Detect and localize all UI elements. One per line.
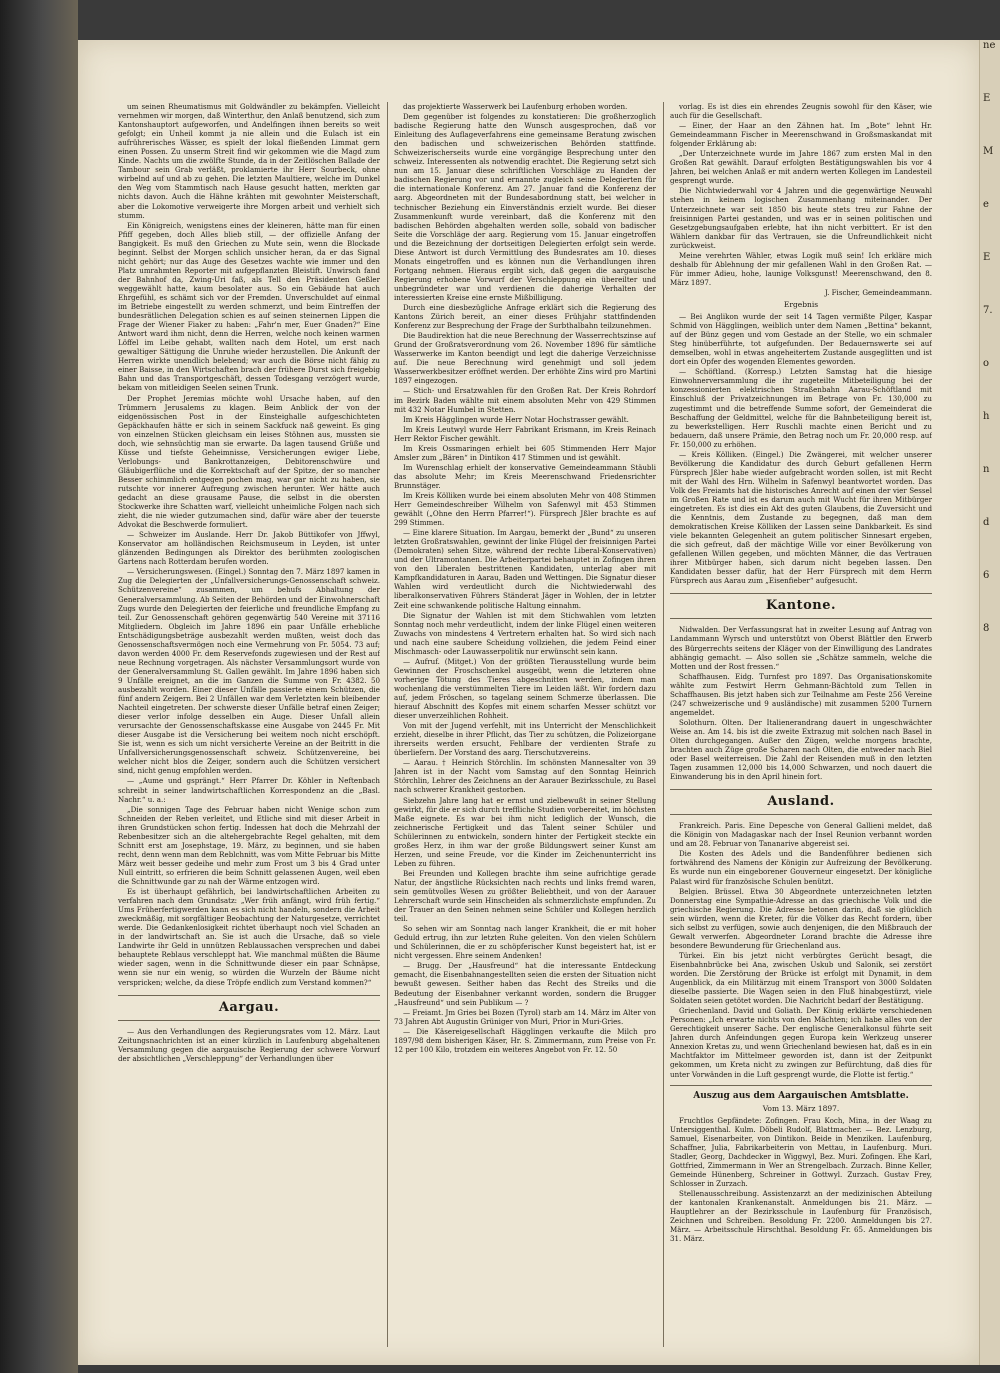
section-heading-ausland: Ausland.	[670, 789, 932, 815]
paragraph: Fruchtlos Gepfändete: Zofingen. Frau Koch, Mina, in der Waag zu Untersiggenthal. Kulm. Döbeli Rudolf, Blattmacher. — Bez. Lenzburg, Samuel, Eisenarbeiter, von Dintikon. Beide in Menziken. Laufenburg, Schaffner, Julia, Fabrikarbeiterin von Mettau, in Laufenburg. Muri. Stadler, Georg, Dachdecker in Wiggwyl, Bez. Muri. Zofingen. Ehe Karl, Gottfried, Zimmermann in Wer an Strengelbach. Zurzach. Binne Keller, Gemeinde Hünenberg, Schreiner in Gottwyl. Zurzach. Gustav Frey, Schlosser in Zurzach.	[670, 1115, 932, 1188]
paragraph: — Bei Anglikon wurde der seit 14 Tagen vermißte Pilger, Kaspar Schmid von Hägglingen, weiblich unter dem Namen „Bettina“ bekannt, auf der Bünz gegen und vom Gestade an der Stelle, wo ein schmaler Steg hinüberführte, tot aufgefunden. Der Bedauernswerte sei auf demselben, wohl in etwas angeheitertem Zustande ausgeglitten und ist dort ein Opfer des wogenden Elementes geworden.	[670, 312, 932, 367]
edge-mark: ne	[983, 40, 996, 51]
book-binding	[0, 0, 78, 1373]
paragraph: Stellenausschreibung. Assistenzarzt an der medizinischen Abteilung der kantonalen Krankenanstalt. Anmeldungen bis 21. März. — Hauptlehrer an der Bezirksschule in Laufenburg für Französisch, Zeichnen und Schreiben. Besoldung Fr. 2200. Anmeldungen bis 27. März. — Arbeitsschule Hirschthal. Besoldung Fr. 65. Anmeldungen bis 31. März.	[670, 1188, 932, 1244]
paragraph: Solothurn. Olten. Der Italienerandrang dauert in ungeschwächter Weise an. Am 14. bis ist die zweite Extrazug mit solchen nach Basel in Olten durchgegangen. Außer den Zügen, welche morgens brachte, brachten auch Züge große Scharen nach Olten, die entweder nach Biel oder Basel weiterreisen. Die Zahl der Reisenden muß in den letzten Tagen zusammen 12,000 bis 14,000 Schwarzen, und noch dauert die Einwanderung bis in den April hinein fort.	[670, 717, 932, 782]
paragraph: Es ist überhaupt gefährlich, bei landwirtschaftlichen Arbeiten zu verfahren nach dem Grundsatz: „Wer früh anfängt, wird früh fertig.“ Ums Früherfertigwerden kann es sich nicht handeln, sondern die Arbeit zweckmäßig, mit sorgfältiger Beobachtung der Naturgesetze, verrichtet werde. Die Gedankenlosigkeit richtet überhaupt noch viel Schaden an in der landwirtschaft an. Sie ist auch die Ursache, daß so viele Landwirte ihr Geld in unnützen Reblaussachen versprechen und dabei behauptete Reblaus verschleppt hat. Wie manchmal müßten die Bäume wieder sagen, wenn in die Schnittwunde dieser ein paar Schnäpse, wenn sie nur ein wenig, so würden die Wurzeln der Bäume nicht verspricken; welche, da diese Tröpfe endlich zum Verstand kommen?“	[118, 887, 380, 987]
paragraph: — „Aume und gsprängt.“ Herr Pfarrer Dr. Köhler in Neftenbach schreibt in seiner landwirtschaftlichen Korrespondenz an die „Basl. Nachr.“ u. a.:	[118, 776, 380, 804]
paragraph: Griechenland. David und Goliath. Der König erklärte verschiedenen Personen: „Ich erwarte nichts von den Mächten; ich habe alles von der Gerechtigkeit unserer Sache. Der englische Generalkonsul führte seit Jahren durch Anfeindungen gegen Europa kein Werkzeug unserer Annexion Kretas zu, und wenn Griechenland bewiesen hat, daß es in ein Machtfaktor im Mittelmeer geworden ist, dann ist der Zeitpunkt gekommen, um Kreta nicht zu zwingen zur Befürchtung, daß dies für unter Vorwänden in die Luft gesprengt wurde, die Flotte ist fertig.“	[670, 1006, 932, 1079]
paragraph: — Aufruf. (Mitget.) Von der größten Tierausstellung wurde beim Gewinnen der Froschschenkel ausgeübt, wenn die letzteren ohne vorherige Tötung des Tieres abgeschnitten werden, indem man wochenlang die verstümmelten Tiere im Leiden läßt. Wir fordern dazu auf, jedem Fröschen, so tagelang seinem Schmerze überlassen. Die hierauf Abschnitt des Kopfes mit einem scharfen Messer schützt vor dieser unverzeihlichen Rohheit.	[394, 656, 656, 721]
paragraph: Bei Freunden und Kollegen brachte ihm seine aufrichtige gerade Natur, der ängstliche Rücksichten nach rechts und links fremd waren, sein gemütvolles Wesen zu größter Beliebtheit, und von der Aarauer Lehrerschaft wurde sein Hinscheiden als schmerzlichste empfunden. Zu der Trauer an den Seinen nehmen seine Schüler und Kollegen herzlich teil.	[394, 868, 656, 924]
column-2	[394, 102, 656, 1342]
paragraph: „Der Unterzeichnete wurde im Jahre 1867 zum ersten Mal in den Großen Rat gewählt. Darauf erfolgten Bestätigungswahlen bis vor 4 Jahren, bei welchen Anlaß er mit andern werten Kollegen im Landesteil gesprengt wurde.	[670, 149, 932, 186]
paragraph: — Schweizer im Auslande. Herr Dr. Jakob Büttikofer von Jffwyl, Konservator am holländischen Reichsmuseum in Leyden, ist unter glänzenden Bedingungen als Direktor des berühmten zoologischen Gartens nach Rotterdam berufen worden.	[118, 530, 380, 567]
paragraph: Der Prophet Jeremias möchte wohl Ursache haben, auf den Trümmern Jerusalems zu klagen. Beim Anblick der von der eidgenössischen Post in der Einsteighalle aufgeschichteten Gepäckhaufen hätte er sich in seinem Sackfuck naß geweint. Es ging von einzelnen Stücken gleichsam ein leises Stöhnen aus, mussten sie doch, wie sehnsüchtig man sie erwarte. Da lagen tausend Grüße und Küsse und tiefste Geheimnisse, Versicherungen ewiger Liebe, Verlobungs- und Bankrottanzeigen, Debitorenschwüre und Gläubigerflüche und die Korrektschaft auf der Spitze, der so mancher Besser schimmlich entgegen pochen mag, war gar nicht zu haben, sie rutschte vor innerer Aufregung zwischen herunter. Wer hätte auch gedacht an diese grausame Pause, die selbst in die obersten Stockwerke ihre Schatten warf, vielleicht unheimliche Folgen nach sich zieht, die nie wieder gutzumachen sind, dafür wäre aber der teuerste Advokat die Beschwerde formuliert.	[118, 393, 380, 530]
paragraph: — Versicherungswesen. (Eingel.) Sonntag den 7. März 1897 kamen in Zug die Delegierten der „Unfallversicherungs-Genossenschaft schweiz. Schützenvereine“ zusammen, um behufs Abhaltung der Generalversammlung. Ab Seiten der Behörden und der Einwohnerschaft Zugs wurde den Delegierten der feierliche und freundliche Empfang zu teil. Zur Genossenschaft gehören gegenwärtig 540 Vereine mit 37116 Mitgliedern. Obgleich im Jahre 1896 ein paar Unfälle erhebliche Entschädigungsbeträge ausbezahlt werden mußten, weist doch das Genossenschaftsvermögen noch eine Vermehrung von Fr. 5054. 73 auf; davon werden 4000 Fr. dem Reservefonds zugewiesen und der Rest auf neue Rechnung vorgetragen. Als nächster Versammlungsort wurde von der Generalversammlung St. Gallen gewählt. Im Jahre 1896 haben sich 9 Unfälle ereignet, an die im Ganzen die Summe von Fr. 4382. 50 ausbezahlt worden. Einer dieser Unfälle passierte einem Schützen, die fünf andern Zeigern. Bei 2 Unfällen war dem Verletzten kein bleibender Nachteil eingetreten. Der schwerste dieser Unfälle betraf einen Zeiger; dieser verlor infolge desselben ein Auge. Dieser Unfall allein verursachte der Genossenschaftskasse eine Ausgabe von 2445 Fr. Mit dieser Ausgabe ist die Versicherung bei weitem noch nicht erschöpft. Sie ist, wenn es sich um nicht versicherte Vereine an der Beitritt in die Unfallversicherungsgenossenschaft schweiz. Schützenvereine, bei welcher nicht blos die Zeiger, sondern auch die Schützen versichert sind, nicht genug empfohlen werden.	[118, 567, 380, 776]
amtsblatt-date: Vom 13. März 1897.	[762, 1103, 840, 1113]
paragraph: Belgien. Brüssel. Etwa 30 Abgeordnete unterzeichneten letzten Donnerstag eine Sympathie-Adresse an das griechische Volk und die griechische Regierung. Die Adresse betonen darin, daß sie glücklich sein würden, wenn die Kreter, für die Völker das Recht fordern, über sich selbst zu verfügen, sowie auch denjenigen, die den Mißbrauch der Gewalt verwerfen. Abgeordneter Lorand brachte die Adresse ihre besondere Bewunderung für Griechenland aus.	[670, 886, 932, 950]
edge-mark: n	[983, 464, 990, 475]
paragraph: — Stich- und Ersatzwahlen für den Großen Rat. Der Kreis Rohrdorf im Bezirk Baden wählte mit einem absoluten Mehr von 429 Stimmen mit 432 Notar Humbel in Stetten.	[394, 386, 656, 414]
edge-mark: E	[983, 252, 991, 263]
paragraph: um seinen Rheumatismus mit Goldwändler zu bekämpfen. Vielleicht vernehmen wir morgen, daß Winterthur, den Anlaß benutzend, sich zum Kantonshauptort aufgeworfen, und Andelfingen ihnen bereits so weit gefolgt; ein Unheil kommt ja nie allein und die Eulach ist ein aufrührerisches Wässer, es spielt der lokal fließenden Limmat gern einen Possen. Zu unserm Streit find wir gekommen wie die Magd zum Kinde. Nachts um die zwölfte Stunde, da in der Zeitlöschen Ballade der Tambour sein Grab verläßt, proklamierte ihr Herr Sourbeck, ohne wirbelnd auf und ab zu gehen. Die letzten Maultiere, welche im Dunkel den Weg vom Stammtisch nach Hause gesucht hatten, merkten gar nichts davon. Auch die Hähne krähten mit gewohnter Meisterschaft, aber die Lokomotive verweigerte ihre Morgen arbeit und verhielt sich stumm.	[118, 102, 380, 220]
edge-mark: 7.	[983, 305, 993, 316]
column-1	[118, 102, 380, 1342]
paragraph: — Die Käsereigesellschaft Hägglingen verkaufte die Milch pro 1897/98 dem bisherigen Käser, Hr. S. Zimmermann, zum Preise von Fr. 12 per 100 Kilo, trotzdem ein weiteres Angebot von Fr. 12. 50	[394, 1026, 656, 1054]
paragraph: Die Signatur der Wahlen ist mit dem Stichwahlen vom letzten Sonntag noch mehr verdeutlicht, indem der linke Flügel einen weiteren Zuwachs von mindestens 4 Vertretern erhalten hat. So wird sich nach und nach eine saubere Scheidung vollziehen, die jedem Feind einer Mischmasch- oder Lauwasserpolitik nur erwünscht sein kann.	[394, 610, 656, 656]
paragraph: — Einer, der Haar an den Zähnen hat. Im „Bote“ lehnt Hr. Gemeindeammann Fischer in Meerenschwand in Großsmaskandat mit folgender Erklärung ab:	[670, 121, 932, 149]
paragraph: Ein Königreich, wenigstens eines der kleineren, hätte man für einen Pfiff gegeben, doch Alles blieb still, — der offizielle Anfang der Bangigkeit. Es muß den Griechen zu Mute sein, wenn die Blockade beginnt. Selbst der Morgen schlich unsicher heran, da er das Signal nicht gehört; nur das Auge des Gesetzes wachte wie immer und den Platz umrahmten Reporter mit aufgepflanzten Bleistift. Unwirsch fand der Bahnhof da, Zwing-Uri faß, als Tell den Präsidenten Geßler weggewählt hatte, kaum besolater aus. So ein Gebäude hat auch Ehrgefühl, es schämt sich vor der Fremden. Unverschuldet auf einmal im Betriebe eingestellt zu werden schmerzt, und beim Eintreffen der bundesrätlichen Delegation schien es auf seinen steinernen Lippen die Frage der Wiener Fiaker zu haben: „Fahr'n mer, Euer Gnaden?“ Eine Antwort ward ihm nicht, denn die Herren, welche noch keinen warmen Löffel im Leibe gehabt, wallten nach dem Hotel, um erst nach gewaltiger Sättigung die Unruhe wieder herzustellen. Die Ankunft der Herren wirkte unendlich belebend; war auch die Börse nicht fähig zu einer Baisse, in den Wirtschaften brach der frühere Durst sich freigebig Bahn und das Transportgeschäft, dessen Todesgang verzögert wurde, bekam von mitleidigen Seelen seinen Trunk.	[118, 220, 380, 393]
section-heading-kantone: Kantone.	[670, 593, 932, 619]
paragraph: Türkei. Ein bis jetzt nicht verbürgtes Gerücht besagt, die Eisenbahnbrücke bei Ana, zwischen Uskub und Salonik, sei zerstört worden. Die Zerstörung der Brücke ist erfolgt mit Dynamit, in dem Augenblick, da ein Militärzug mit einem Transport von 3000 Soldaten dieselbe passierte. Die Wagen seien in den Fluß hinabgestürzt, viele Soldaten seien getötet worden. Die Nachricht bedarf der Bestätigung.	[670, 950, 932, 1006]
paragraph: Die Kosten des Adels und die Bandenführer bedienen sich fortwährend des Namens der Königin zur Aufreizung der Bevölkerung. Es wurde nun ein eingeborener Gouverneur eingesetzt. Der königliche Palast wird für französische Schulen benützt.	[670, 849, 932, 886]
paragraph: Siebzehn Jahre lang hat er ernst und zielbewußt in seiner Stellung gewirkt, für die er sich durch treffliche Studien vorbereitet, im höchsten Maße eignete. Es war bei ihm nicht lediglich der Wunsch, die zeichnerische Fertigkeit und das Talent seiner Schüler und Schülerinnen zu entwickeln, sondern hinter der Fertigkeit steckte ein großes Herz, in ihm war der große Bildungswert seiner Kunst am Herzen, und seine Freude, vor die Kinder im Zeichenunterricht ins Leben zu führen.	[394, 795, 656, 868]
paragraph: Die Nichtwiederwahl vor 4 Jahren und die gegenwärtige Neuwahl stehen in keinem logischen Zusammenhang miteinander. Der Unterzeichnete war seit 1850 bis heute stets treu zur Fahne der freisinnigen Partei gestanden, und was er in seinen politischen und Gesetzgebungsaufgaben erlebte, hat ihn nicht verbittert. Er ist den Wählern dankbar für das Vertrauen, sie die Unfreundlichkeit nicht zurückweist.	[670, 186, 932, 250]
edge-mark: 8	[983, 623, 990, 634]
edge-mark: h	[983, 411, 990, 422]
edge-mark: 6	[983, 570, 990, 581]
paragraph: Schaffhausen. Eidg. Turnfest pro 1897. Das Organisationskomite wählte zum Festwirt Herrn Gehmann-Bächtold zum Tellen in Schaffhausen. Bis jetzt haben sich zur Teilnahme am Feste 256 Vereine (247 schweizerische und 9 ausländische) mit zusammen 5200 Turnern angemeldet.	[670, 671, 932, 717]
paragraph: — Schöftland. (Korresp.) Letzten Samstag hat die hiesige Einwohnerversammlung die ihr zugeteilte Mitbeteiligung bei der konzessionierten elektrischen Straßenbahn Aarau-Schöftland mit Einschluß der Privatzeichnungen im Betrage von Fr. 130,000 zu zugestimmt und die betreffende Summe sofort, der Gemeinderat die Beschaffung der Geldmittel, welche für die Bahnbeteiligung bereit ist, zu bewerkstelligen. Herr Ruschli machte einen Bericht und zu bedauern, daß unsere Prämie, den Betrag noch um Fr. 20,000 resp. auf Fr. 150,000 zu erhöhen.	[670, 367, 932, 449]
edge-mark: e	[983, 199, 989, 210]
paragraph: Im Kreis Ossmaringen erhielt bei 605 Stimmenden Herr Major Amsler zum „Bären“ in Dintikon 417 Stimmen und ist gewählt.	[394, 443, 656, 462]
column-3	[670, 102, 932, 1342]
paragraph: das projektierte Wasserwerk bei Laufenburg erhoben worden.	[403, 102, 628, 111]
edge-mark: o	[983, 358, 990, 369]
paragraph: — Kreis Kölliken. (Eingel.) Die Zwängerei, mit welcher unserer Bevölkerung die Kandidatur des durch Geburt gefallenen Herrn Fürsprech Jßler habe wieder aufgebracht worden sollen, ist mit Recht mit der Wahl des Hrn. Wilhelm in Safenwyl beantwortet worden. Das Volk des Freiamts hat die historisches Anrecht auf einen der vier Sessel im Großen Rate und ist es darum auch mit Wucht für ihren Mitbürger eingetreten. Es ist dies ein Akt des guten Glaubens, die Zuversicht und die Kenntnis, dem Zustande zu begegnen, daß man dem demokratischen Kreise Kölliken der Lassen seine Dankbarkeit. Es sind viele bekannten Gelegenheit an gutem politischer Sinnesart ergeben, die sich gefreut, daß der mächtige Wille vor einer Bevölkerung von gefallenen Willen gegeben, und möchten Männer, die das Vertrauen ihrer Mitbürger haben, sich darum nicht begeben lassen. Den Kandidaten besser dafür, hat der Herr Fürsprech mit dem Herrn Fürsprech aus Aarau zum „Eisenfieber“ aufgesucht.	[670, 449, 932, 586]
paragraph: Nidwalden. Der Verfassungsrat hat in zweiter Lesung auf Antrag von Landammann Wyrsch und unterstützt von Oberst Blättler den Erwerb des Bürgerrechts seitens der Kläger von der Einwilligung des Landrates abhängig gemacht. — Also sollen sie „Schätze sammeln, welche die Motten und der Rost fressen.“	[670, 625, 932, 671]
paragraph: Im Kreis Hägglingen wurde Herr Notar Hochstrasser gewählt.	[403, 414, 629, 424]
column-rule-2	[663, 102, 664, 1347]
section-heading-aargau: Aargau.	[118, 995, 380, 1021]
paragraph: Im Kreis Kölliken wurde bei einem absoluten Mehr von 408 Stimmen Herr Gemeindeschreiber Wilhelm von Safenwyl mit 453 Stimmen gewählt („Ohne den Herrn Pfarrer!“). Fürsprech Jßler brachte es auf 299 Stimmen.	[394, 490, 656, 528]
newspaper-page	[78, 40, 980, 1365]
paragraph: — Eine klarere Situation. Im Aargau, bemerkt der „Bund“ zu unseren letzten Großratswahlen, gewinnt der linke Flügel der freisinnigen Partei (Demokraten) sehen Sitze, während der rechte Liberal-Konservativen) und der Ultramontanen. Die Arbeiterpartei behauptet in Zofingen ihren von den Liberalen bestrittenen Kandidaten, unterlag aber mit Kampfkandidaturen in Aarau, Baden und Wettingen. Die Signatur dieser Wahlen wird verdeutlicht durch die Nichtwiederwahl des liberalkonservativen Führers Ständerat Jäger in Wohlen, der in letzter Zeit eine schwankende politische Haltung einnahm.	[394, 528, 656, 610]
ergebnis-label: Ergebnis	[783, 299, 819, 309]
signature: J. Fischer, Gemeindeammann.	[824, 287, 932, 297]
paragraph: Im Kreis Leutwyl wurde Herr Fabrikant Erismann, im Kreis Reinach Herr Rektor Fischer gewählt.	[394, 424, 656, 443]
paragraph: vorlag. Es ist dies ein ehrendes Zeugnis sowohl für den Käser, wie auch für die Gesellschaft.	[670, 102, 932, 121]
edge-mark: M	[983, 146, 994, 157]
adjacent-page-edge	[979, 40, 1000, 1365]
paragraph: — Freiamt. Jm Gries bei Bozen (Tyrol) starb am 14. März im Alter von 73 Jahren Abt Augustin Grüniger von Muri, Prior in Muri-Gries.	[394, 1007, 656, 1026]
paragraph: — Brugg. Der „Hausfreund“ hat die interessante Entdeckung gemacht, die Eisenbahnangestellten seien die ersten der Situation nicht bewußt gewesen. Seither haben das Recht des Streiks und die Bedeutung der Eisenbahner verkannt worden, sondern die Brugger „Hausfreund“ und sein Publikum — ?	[394, 961, 656, 1007]
paragraph: — Aarau. † Heinrich Störchlin. Im schönsten Mannesalter von 39 Jahren ist in der Nacht vom Samstag auf den Sonntag Heinrich Störchlin, Lehrer des Zeichnens an der Aarauer Bezirksschule, zu Basel nach schwerer Krankheit gestorben.	[394, 758, 656, 795]
edge-mark: E	[983, 93, 991, 104]
paragraph: So sehen wir am Sonntag nach langer Krankheit, die er mit hoher Geduld ertrug, ihn zur letzten Ruhe geleiten. Von den vielen Schülern und Schülerinnen, die er zu schöpferischer Kunst begeistert hat, ist er nicht vergessen. Ehre seinem Andenken!	[394, 924, 656, 961]
paragraph: Die Baudirektion hat die neue Berechnung der Wasserrechtszinse auf Grund der Großratsverordnung vom 26. November 1896 für sämtliche Wasserwerke im Kanton beendigt und legt die daherige Verzeichnisse auf. Die neue Berechnung wird genehmigt und soll jedem Wasserwerkbesitzer eröffnet werden. Der erhöhte Zins wird pro Martini 1897 eingezogen.	[394, 331, 656, 386]
paragraph: Dem gegenüber ist folgendes zu konstatieren: Die großherzoglich badische Regierung hatte den Wunsch ausgesprochen, daß vor Einleitung des Auflageverfahrens eine gemeinsame Beratung zwischen den badischen und schweizerischen Behörden stattfinde. Schweizerischerseits wurde eine vorgängige Besprechung unter den schweiz. Interessenten als notwendig erachtet. Die Regierung setzt sich nun am 15. Januar diese schriftlichen Vorschläge zu Handen der badischen Regierung vor und ernannte zugleich seine Delegierten für die internationale Konferenz. Am 27. Januar fand die Konferenz der aarg. Abgeordneten mit der Bundesabordnung statt, bei welcher in technischer Beziehung ein Einverständnis erzielt wurde. Bei dieser Zusammenkunft wurde vereinbart, daß die Konferenz mit den badischen Behörden abgehalten werden solle, sobald von badischer Seite die Vorschläge der aarg. Regierung vom 15. Januar eingetroffen und die Bezeichnung der dortseitigen Delegierten erfolgt sein werde. Diese Antwort ist durch Vermittlung des Bundesrates am 10. dieses Monats eingetroffen und es können nun die Verhandlungen ihren Fortgang nehmen. Hieraus ergibt sich, daß gegen die aargauische Regierung erhobene Vorwurf der Verschleppung ein übereilter und unbegründeter war und verdienen die daherige Verhalten der interessierten Kreise eine ernste Mißbilligung.	[394, 112, 656, 302]
paragraph: Von mit der Jugend verfehlt, mit ins Unterricht der Menschlichkeit erzieht, dieselbe in ihrer Pflicht, das Tier zu schützen, die Polizeiorgane ihrerseits werden ersucht, Fehlbare der verdienten Strafe zu überliefern. Der Vorstand des aarg. Tierschutzvereins.	[394, 721, 656, 758]
edge-mark: d	[983, 517, 990, 528]
column-rule-1	[387, 102, 388, 1347]
paragraph: „Die sonnigen Tage des Februar haben nicht Wenige schon zum Schneiden der Reben verleitet, und Etliche sind mit dieser Arbeit in ihren Grundstücken schon fertig. Indessen hat doch die Mehrzahl der Rebenbesitzer sich an die altehergebrachte Regel gehalten, mit dem Schnitt erst am Josephstage, 19. März, zu beginnen, und sie haben recht, denn wenn man dem Reblchnitt, was vom Mitte Februar bis Mitte März weit besser gedeihe und mehr zum Frost um 3 bis 4 Grad unter Null eintritt, so erfrieren die beim Schnitt gelassenen Augen, weil eben die Schnittwunde gar zu nah der Wärme entzogen wird.	[118, 804, 380, 886]
paragraph: Durch eine diesbezügliche Anfrage erklärt sich die Regierung des Kantons Zürich bereit, an einer dieses Frühjahr stattfindenden Konferenz zur Besprechung der Frage der Surbthalbahn teilzunehmen.	[394, 303, 656, 331]
paragraph: Frankreich. Paris. Eine Depesche von General Gallieni meldet, daß die Königin von Madagaskar nach der Insel Reunion verbannt worden und am 28. Februar von Tananarive abgereist sei.	[670, 821, 932, 849]
paragraph: Im Wurenschlag erhielt der konservative Gemeindeammann Stäubli das absolute Mehr; im Kreis Meerenschwand Friedensrichter Brunnstäger.	[394, 462, 656, 490]
paragraph: — Aus den Verhandlungen des Regierungsrates vom 12. März. Laut Zeitungsnachrichten ist an einer kürzlich in Laufenburg abgehaltenen Versammlung gegen die aargauische Regierung der schwere Vorwurf der absichtlichen „Verschleppung“ der Verhandlungen über	[118, 1026, 380, 1063]
paragraph: Meine verehrten Wähler, etwas Logik muß sein! Ich erkläre mich deshalb für Ablehnung der mir gefallenen Wahl in den Großen Rat. — Für immer Adieu, hohe, launige Volksgunst! Meerenschwand, den 8. März 1897.	[670, 250, 932, 287]
amtsblatt-heading: Auszug aus dem Aargauischen Amtsblatte.	[670, 1085, 932, 1102]
